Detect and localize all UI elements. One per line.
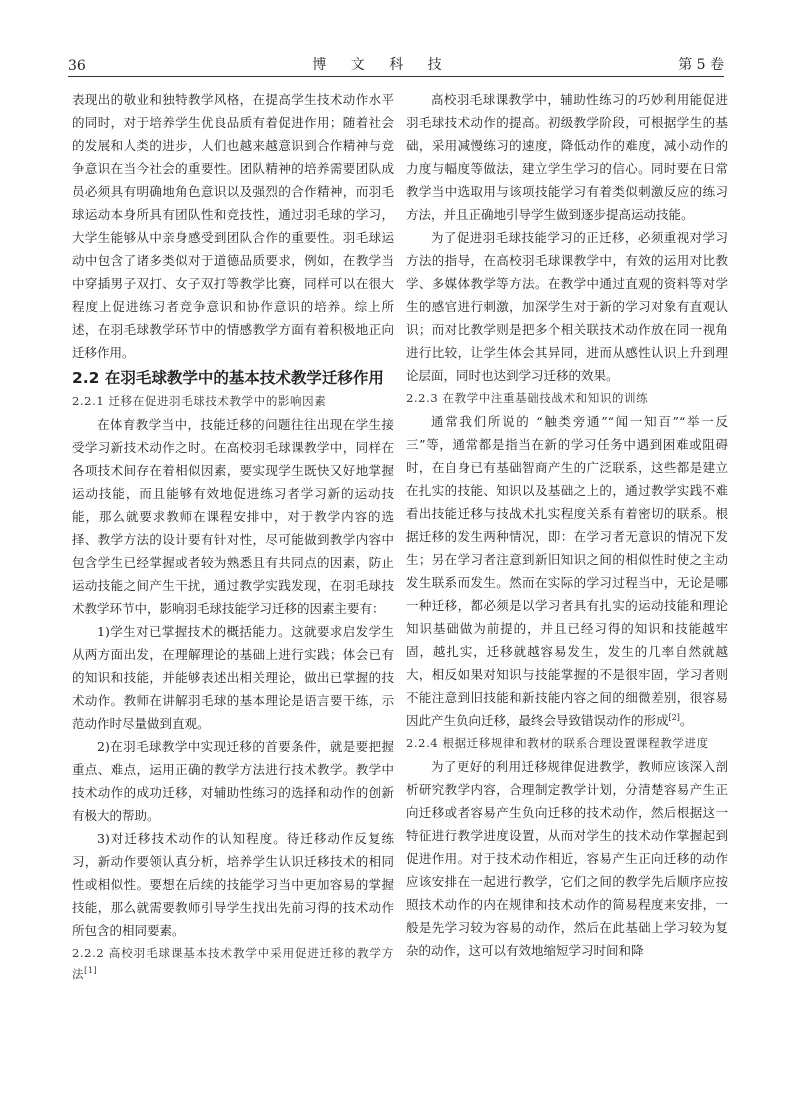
list-item: 3)对迁移技术动作的认知程度。待迁移动作反复练习，新动作要领认真分析，培养学生认识迁移技术的相同性或相似性。要想在后续的技能学习当中更加容易的掌握技能，那么就需要教师引导学生找出先前习得的技术动作所包含的相同要素。	[72, 831, 394, 938]
list-item: 2)在羽毛球教学中实现迁移的首要条件，就是要把握重点、难点，运用正确的教学方法进行技术教学。教学中技术动作的成功迁移，对辅助性练习的选择和动作的创新有极大的帮助。	[72, 739, 394, 823]
subsection-heading-2-2-3: 2.2.3 在教学中注重基础技战术和知识的训练	[406, 391, 649, 405]
header-rule	[68, 76, 724, 77]
journal-name: 博 文 科 技	[312, 57, 452, 73]
paragraph: 为了更好的利用迁移规律促进教学，教师应该深入剖析研究教学内容，合理制定教学计划，分清楚容易产生正向迁移或者容易产生负向迁移的技术动作，然后根据这一特征进行教学进度设置，从而对学生的技术动作掌握起到促进作用。对于技术动作相近，容易产生正向迁移的动作应该安排在一起进行教学，它们之间的教学先后顺序应按照技术动作的内在规律和技术动作的简易程度来安排，一般是先学习较为容易的动作，然后在此基础上学习较为复杂的动作，这可以有效地缩短学习时间和降	[406, 759, 728, 958]
subsection-heading-2-2-2	[72, 943, 394, 985]
paragraph-text: 通常我们所说的 “触类旁通”“闻一知百”“举一反三”等，通常都是指当在新的学习任务中遇到困难或阻碍时，在自身已有基础智商产生的广泛联系，这些都是建立在扎实的技能、知识以及基础之上的，通过教学实践不难看出技能迁移与技战术扎实程度关系有着密切的联系。根据迁移的发生两种情况，即：在学习者无意识的情况下发生；另在学习者注意到新旧知识之间的相似性时使之主动发生联系而发生。然而在实际的学习过程当中，无论是哪一种迁移，都必须是以学习者具有扎实的运动技能和理论知识基础做为前提的，并且已经习得的知识和技能越牢固，越扎实，迁移就越容易发生，发生的几率自然就越大，相反如果对知识与技能掌握的不是很牢固，学习者则不能注意到旧技能和新技能内容之间的细微差别，很容易因此产生负向迁移，最终会导致错误动作的形成	[406, 414, 728, 728]
right-column	[406, 88, 728, 962]
volume-label: 第 5 卷	[678, 57, 724, 73]
page-number: 36	[68, 58, 86, 74]
subsection-heading-2-2-1: 2.2.1 迁移在促进羽毛球技术教学中的影响因素	[72, 394, 327, 408]
subsection-heading-2-2-4: 2.2.4 根据迁移规律和教材的联系合理设置课程教学进度	[406, 736, 709, 750]
paragraph	[406, 410, 728, 732]
paragraph: 在体育教学当中，技能迁移的问题往往出现在学生接受学习新技术动作之时。在高校羽毛球课教学中，同样在各项技术间存在着相似因素，要实现学生既快又好地掌握运动技能，而且能够有效地促进练习者学习新的运动技能，那么就要求教师在课程安排中，对于教学内容的选择、教学方法的设计要有针对性，尽可能做到教学内容中包含学生已经掌握或者较为熟悉且有共同点的因素，防止运动技能之间产生干扰，通过教学实践发现，在羽毛球技术教学环节中，影响羽毛球技能学习迁移的因素主要有：	[72, 417, 394, 616]
paragraph-end: 。	[679, 713, 693, 728]
citation-ref[interactable]: [2]	[668, 712, 680, 722]
paragraph: 表现出的敬业和独特教学风格，在提高学生技术动作水平的同时，对于培养学生优良品质有着促进作用；随着社会的发展和人类的进步，人们也越来越意识到合作精神与竞争意识在当今社会的重要性。团队精神的培养需要团队成员必须具有明确地角色意识以及强烈的合作精神，而羽毛球运动本身所具有团队性和竞技性，通过羽毛球的学习，大学生能够从中亲身感受到团队合作的重要性。羽毛球运动中包含了诸多类似对于道德品质要求，例如，在教学当中穿插男子双打、女子双打等教学比赛，同样可以在很大程度上促进练习者竞争意识和协作意识的培养。综上所述，在羽毛球教学环节中的情感教学方面有着积极地正向迁移作用。	[72, 92, 394, 360]
heading-text: 2.2.2 高校羽毛球课基本技术教学中采用促进迁移的教学方法	[72, 946, 394, 981]
list-item: 1)学生对已掌握技术的概括能力。这就要求启发学生从两方面出发，在理解理论的基础上进行实践；体会已有的知识和技能，并能够表述出相关理论，做出已掌握的技术动作。教师在讲解羽毛球的基本理论是语言要干练，示范动作时尽量做到直观。	[72, 624, 394, 731]
page-header	[68, 52, 724, 74]
citation-ref[interactable]: [1]	[84, 966, 98, 976]
paragraph: 高校羽毛球课教学中，辅助性练习的巧妙利用能促进羽毛球技术动作的提高。初级教学阶段，可根据学生的基础，采用减慢练习的速度，降低动作的难度，减小动作的力度与幅度等做法，建立学生学习的信心。同时要在日常教学当中选取用与该项技能学习有着类似刺激反应的练习方法，并且正确地引导学生做到逐步提高运动技能。	[406, 92, 728, 222]
left-column	[72, 88, 394, 986]
paragraph: 为了促进羽毛球技能学习的正迁移，必须重视对学习方法的指导，在高校羽毛球课教学中，有效的运用对比教学、多媒体教学等方法。在教学中通过直观的资料等对学生的感官进行刺激，加深学生对于新的学习对象有直观认识；而对比教学则是把多个相关联技术动作放在同一视角进行比较，让学生体会其异同，进而从感性认识上升到理论层面，同时也达到学习迁移的效果。	[406, 230, 728, 383]
section-heading-2-2: 2.2 在羽毛球教学中的基本技术教学迁移作用	[72, 369, 384, 387]
